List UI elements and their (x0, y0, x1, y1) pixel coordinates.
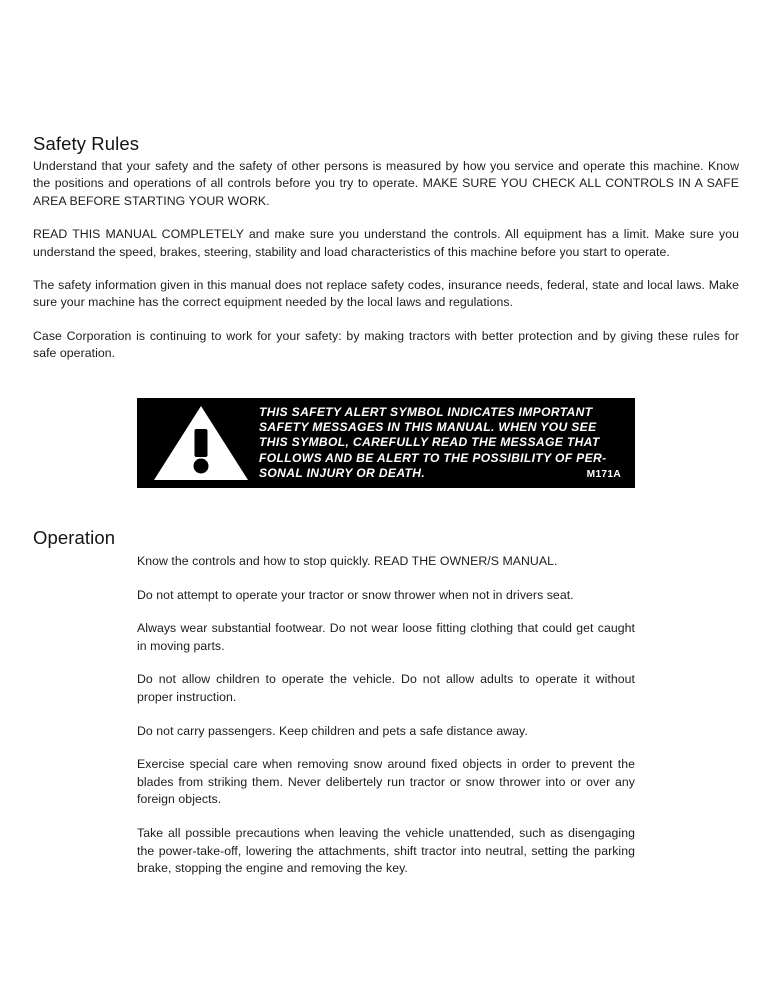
paragraph: Do not allow children to operate the vehicle. Do not allow adults to operate it without proper instruction. (137, 672, 635, 704)
paragraph: READ THIS MANUAL COMPLETELY and make sure you understand the controls. All equipment has a limit. Make sure you understand the speed, brakes, steering, stability and load characteristics of this machine before you start to operate. (33, 227, 739, 259)
section-heading-safety-rules: Safety Rules (33, 133, 140, 154)
safety-alert-line: FOLLOWS AND BE ALERT TO THE POSSIBILITY OF PER- (259, 450, 607, 465)
safety-alert-text-wrap (253, 405, 625, 481)
safety-alert-line: SAFETY MESSAGES IN THIS MANUAL. WHEN YOU SEE (259, 420, 597, 435)
safety-alert-line: THIS SYMBOL, CAREFULLY READ THE MESSAGE THAT (259, 435, 600, 450)
safety-alert-line: SONAL INJURY OR DEATH. (259, 465, 426, 480)
paragraph: Do not attempt to operate your tractor or snow thrower when not in drivers seat. (137, 587, 574, 602)
paragraph: Exercise special care when removing snow around fixed objects in order to prevent the blades from striking them. Never delibertely run tractor or snow thrower into or over any foreign objects. (137, 757, 635, 807)
paragraph: Always wear substantial footwear. Do not wear loose fitting clothing that could get caught in moving parts. (137, 621, 635, 653)
safety-alert-last-line-row (259, 466, 623, 481)
safety-alert-reference-code: M171A (586, 468, 621, 480)
paragraph: Take all possible precautions when leaving the vehicle unattended, such as disengaging the power-take-off, lowering the attachments, shift tractor into neutral, setting the parking brake, stopping the engine and removing the key. (137, 825, 635, 876)
paragraph: Case Corporation is continuing to work for your safety: by making tractors with better protection and by giving these rules for safe operation. (33, 328, 739, 361)
section-heading-operation: Operation (33, 527, 116, 548)
safety-rules-body (33, 158, 739, 363)
paragraph: The safety information given in this manual does not replace safety codes, insurance needs, federal, state and local laws. Make sure your machine has the correct equipment needed by the local laws and regulations. (33, 278, 739, 310)
paragraph: Understand that your safety and the safety of other persons is measured by how you service and operate this machine. Know the positions and operations of all controls before you try to operate. MAKE SURE YOU CHECK ALL CONTROLS IN A SAFE AREA BEFORE STARTING YOUR WORK. (33, 159, 739, 208)
paragraph: Do not carry passengers. Keep children and pets a safe distance away. (137, 723, 528, 738)
warning-triangle-exclamation-icon (149, 402, 253, 484)
safety-alert-box (137, 398, 635, 488)
safety-alert-line: THIS SAFETY ALERT SYMBOL INDICATES IMPORTANT (259, 404, 593, 419)
paragraph: Know the controls and how to stop quickly. READ THE OWNER/S MANUAL. (137, 554, 558, 568)
operation-body (137, 553, 635, 878)
